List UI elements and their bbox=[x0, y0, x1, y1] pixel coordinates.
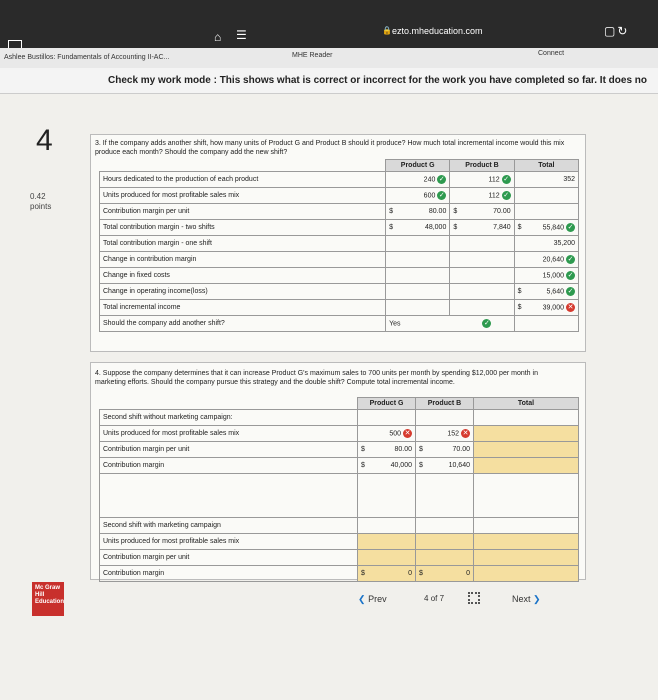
answer-select[interactable] bbox=[386, 316, 515, 332]
value-cell[interactable]: 15,000 ✓ bbox=[527, 268, 578, 284]
currency-sign bbox=[450, 300, 463, 316]
currency-sign bbox=[358, 550, 370, 566]
row-label: Units produced for most profitable sales mix bbox=[100, 534, 358, 550]
browser-chrome bbox=[0, 0, 658, 78]
empty-cell bbox=[474, 474, 579, 518]
currency-sign bbox=[450, 252, 463, 268]
empty-cell bbox=[474, 518, 579, 534]
total-input[interactable] bbox=[474, 534, 579, 550]
currency-sign bbox=[514, 252, 527, 268]
page-indicator bbox=[424, 594, 444, 603]
tab-connect[interactable]: Connect bbox=[538, 50, 565, 57]
header-product-b: Product B bbox=[416, 398, 474, 410]
grid-icon[interactable] bbox=[468, 592, 480, 604]
value-cell[interactable] bbox=[399, 252, 450, 268]
currency-sign bbox=[450, 236, 463, 252]
empty-cell bbox=[100, 474, 358, 518]
part3-table bbox=[99, 159, 579, 332]
currency-sign bbox=[514, 188, 527, 204]
row-label: Change in fixed costs bbox=[100, 268, 386, 284]
row-label: Contribution margin bbox=[100, 566, 358, 582]
section-title: Second shift with marketing campaign bbox=[100, 518, 358, 534]
value-cell[interactable] bbox=[527, 204, 578, 220]
value-cell[interactable]: 240 ✓ bbox=[399, 172, 450, 188]
currency-sign: $ bbox=[416, 458, 428, 474]
section-title: Second shift without marketing campaign: bbox=[100, 410, 358, 426]
table-row bbox=[100, 236, 579, 252]
value-cell[interactable]: 70.00 bbox=[463, 204, 514, 220]
currency-sign: $ bbox=[386, 220, 399, 236]
currency-sign bbox=[514, 236, 527, 252]
value-cell[interactable]: 10,640 bbox=[428, 458, 474, 474]
currency-sign: $ bbox=[514, 220, 527, 236]
row-label: Contribution margin per unit bbox=[100, 550, 358, 566]
table-row bbox=[100, 284, 579, 300]
value-cell[interactable] bbox=[463, 268, 514, 284]
footer-nav bbox=[0, 586, 658, 620]
currency-sign: $ bbox=[514, 300, 527, 316]
correct-check-icon: ✓ bbox=[503, 192, 510, 199]
page-current: 4 bbox=[424, 594, 429, 603]
value-cell[interactable] bbox=[370, 534, 416, 550]
header-product-g: Product G bbox=[358, 398, 416, 410]
value-cell[interactable] bbox=[428, 550, 474, 566]
chevron-right-icon: ❯ bbox=[533, 594, 541, 604]
correct-check-icon: ✓ bbox=[438, 192, 445, 199]
url-bar[interactable]: ezto.mheducation.com bbox=[392, 26, 483, 36]
row-label: Change in contribution margin bbox=[100, 252, 386, 268]
value-cell[interactable] bbox=[463, 236, 514, 252]
header-product-b: Product B bbox=[450, 160, 514, 172]
part3-panel bbox=[90, 134, 586, 352]
value-cell[interactable]: 352 bbox=[527, 172, 578, 188]
row-label: Total contribution margin - two shifts bbox=[100, 220, 386, 236]
final-question-row bbox=[100, 316, 579, 332]
section-title-row bbox=[100, 410, 579, 426]
total-input[interactable] bbox=[474, 458, 579, 474]
part3-prompt: 3. If the company adds another shift, how many units of Product G and Product B should it produce? How much total incremental income would this mix produce each month? Should the company add the new shift? bbox=[95, 140, 565, 156]
empty-cell bbox=[358, 410, 416, 426]
table-row bbox=[100, 172, 579, 188]
value-cell[interactable]: 112 ✓ bbox=[463, 172, 514, 188]
currency-sign: $ bbox=[450, 204, 463, 220]
empty-cell bbox=[416, 518, 474, 534]
value-cell[interactable] bbox=[463, 284, 514, 300]
currency-sign bbox=[416, 426, 428, 442]
value-cell[interactable]: 40,000 bbox=[370, 458, 416, 474]
currency-sign bbox=[514, 204, 527, 220]
correct-check-icon: ✓ bbox=[567, 224, 574, 231]
table-row bbox=[100, 534, 579, 550]
banner-text: Check my work mode : This shows what is correct or incorrect for the work you have completed so far. It does no bbox=[108, 75, 648, 86]
row-label: Hours dedicated to the production of each product bbox=[100, 172, 386, 188]
empty-cell bbox=[514, 316, 578, 332]
value-cell[interactable] bbox=[399, 236, 450, 252]
part4-prompt: 4. Suppose the company determines that it can increase Product G's maximum sales to 700 units per month by spending $12,000 per month in marketing efforts. Should the company pursue this strategy and the double shift? Compute total incremental income. bbox=[95, 370, 538, 386]
currency-sign bbox=[450, 188, 463, 204]
next-button[interactable] bbox=[512, 594, 541, 605]
currency-sign: $ bbox=[358, 458, 370, 474]
currency-sign bbox=[386, 300, 399, 316]
currency-sign: $ bbox=[358, 442, 370, 458]
value-cell[interactable]: 20,640 ✓ bbox=[527, 252, 578, 268]
table-row bbox=[100, 566, 579, 582]
value-cell[interactable]: 500 ✕ bbox=[370, 426, 416, 442]
prev-button[interactable] bbox=[358, 594, 387, 605]
currency-sign: $ bbox=[358, 566, 370, 582]
value-cell[interactable] bbox=[370, 550, 416, 566]
table-row bbox=[100, 442, 579, 458]
value-cell[interactable]: 48,000 bbox=[399, 220, 450, 236]
answer-value: Yes bbox=[389, 320, 401, 328]
incorrect-x-icon: ✕ bbox=[462, 430, 469, 437]
correct-check-icon: ✓ bbox=[484, 320, 490, 327]
table-row bbox=[100, 252, 579, 268]
value-cell[interactable]: 80.00 bbox=[399, 204, 450, 220]
currency-sign bbox=[386, 188, 399, 204]
currency-sign bbox=[450, 172, 463, 188]
correct-check-icon: ✓ bbox=[503, 176, 510, 183]
total-input[interactable] bbox=[474, 442, 579, 458]
currency-sign: $ bbox=[416, 442, 428, 458]
value-cell[interactable] bbox=[428, 534, 474, 550]
value-cell[interactable]: 600 ✓ bbox=[399, 188, 450, 204]
currency-sign bbox=[450, 284, 463, 300]
currency-sign: $ bbox=[416, 566, 428, 582]
table-row bbox=[100, 426, 579, 442]
value-cell[interactable] bbox=[399, 284, 450, 300]
currency-sign bbox=[416, 534, 428, 550]
row-label: Units produced for most profitable sales mix bbox=[100, 426, 358, 442]
currency-sign bbox=[386, 284, 399, 300]
empty-cell bbox=[474, 410, 579, 426]
currency-sign bbox=[386, 172, 399, 188]
tab-reader[interactable]: MHE Reader bbox=[292, 52, 333, 59]
table-row bbox=[100, 220, 579, 236]
spacer-row bbox=[100, 474, 579, 518]
table-row bbox=[100, 458, 579, 474]
header-product-g: Product G bbox=[386, 160, 450, 172]
total-input[interactable] bbox=[474, 426, 579, 442]
table-row bbox=[100, 300, 579, 316]
table-row bbox=[100, 268, 579, 284]
value-cell[interactable]: 55,840 ✓ bbox=[527, 220, 578, 236]
row-label: Contribution margin bbox=[100, 458, 358, 474]
value-cell[interactable]: 35,200 bbox=[527, 236, 578, 252]
correct-check-icon: ✓ bbox=[567, 256, 574, 263]
currency-sign bbox=[514, 268, 527, 284]
value-cell[interactable] bbox=[399, 300, 450, 316]
value-cell[interactable] bbox=[463, 300, 514, 316]
row-label: Change in operating income(loss) bbox=[100, 284, 386, 300]
correct-check-icon: ✓ bbox=[567, 272, 574, 279]
part4-table bbox=[99, 397, 579, 582]
home-icon[interactable]: ⌂ bbox=[214, 30, 222, 44]
part4-panel bbox=[90, 362, 586, 580]
menu-icon[interactable]: ☰ bbox=[236, 28, 247, 42]
chevron-left-icon: ❮ bbox=[358, 594, 366, 604]
table-row bbox=[100, 188, 579, 204]
check-my-work-banner bbox=[0, 68, 658, 94]
row-label: Contribution margin per unit bbox=[100, 204, 386, 220]
currency-sign bbox=[386, 252, 399, 268]
correct-check-icon: ✓ bbox=[438, 176, 445, 183]
value-cell[interactable]: 152 ✕ bbox=[428, 426, 474, 442]
page-of: of bbox=[430, 594, 438, 603]
empty-cell bbox=[358, 474, 416, 518]
incorrect-x-icon: ✕ bbox=[404, 430, 411, 437]
table-row bbox=[100, 204, 579, 220]
value-cell[interactable]: 5,640 ✓ bbox=[527, 284, 578, 300]
header-total: Total bbox=[514, 160, 578, 172]
empty-cell bbox=[358, 518, 416, 534]
page-total: 7 bbox=[439, 594, 445, 603]
table-row bbox=[100, 550, 579, 566]
lock-icon: 🔒 bbox=[382, 26, 392, 35]
points-value: 0.42 bbox=[30, 192, 46, 201]
value-cell[interactable]: 112 ✓ bbox=[463, 188, 514, 204]
value-cell[interactable]: 70.00 bbox=[428, 442, 474, 458]
currency-sign: $ bbox=[386, 204, 399, 220]
currency-sign: $ bbox=[450, 220, 463, 236]
currency-sign bbox=[358, 534, 370, 550]
mcgraw-hill-logo: Mc Graw Hill Education bbox=[32, 582, 64, 616]
row-label: Should the company add another shift? bbox=[100, 316, 386, 332]
currency-sign bbox=[386, 268, 399, 284]
section-title-row bbox=[100, 518, 579, 534]
value-cell[interactable]: 39,000 ✕ bbox=[527, 300, 578, 316]
currency-sign bbox=[386, 236, 399, 252]
empty-cell bbox=[416, 474, 474, 518]
row-label: Total contribution margin - one shift bbox=[100, 236, 386, 252]
tab-strip bbox=[0, 48, 658, 68]
currency-sign bbox=[358, 426, 370, 442]
points-info bbox=[30, 192, 51, 212]
incorrect-x-icon: ✕ bbox=[567, 304, 574, 311]
value-cell[interactable]: 80.00 bbox=[370, 442, 416, 458]
row-label: Units produced for most profitable sales mix bbox=[100, 188, 386, 204]
tab-course[interactable]: Ashlee Bustillos: Fundamentals of Accounting II-AC... bbox=[4, 54, 170, 61]
points-label: points bbox=[30, 202, 52, 211]
value-cell[interactable] bbox=[527, 188, 578, 204]
value-cell[interactable]: 0 bbox=[428, 566, 474, 582]
currency-sign bbox=[450, 268, 463, 284]
currency-sign: $ bbox=[514, 284, 527, 300]
value-cell[interactable]: 0 bbox=[370, 566, 416, 582]
empty-cell bbox=[416, 410, 474, 426]
prev-label: Prev bbox=[368, 594, 387, 604]
row-label: Total incremental income bbox=[100, 300, 386, 316]
total-input[interactable] bbox=[474, 566, 579, 582]
value-cell[interactable]: 7,840 bbox=[463, 220, 514, 236]
row-label: Contribution margin per unit bbox=[100, 442, 358, 458]
currency-sign bbox=[416, 550, 428, 566]
total-input[interactable] bbox=[474, 550, 579, 566]
question-page bbox=[0, 94, 658, 700]
tabs-icon[interactable]: ▢↻ bbox=[604, 24, 630, 38]
value-cell[interactable] bbox=[463, 252, 514, 268]
value-cell[interactable] bbox=[399, 268, 450, 284]
question-number: 4 bbox=[36, 124, 53, 157]
next-label: Next bbox=[512, 594, 531, 604]
header-total: Total bbox=[474, 398, 579, 410]
correct-check-icon: ✓ bbox=[567, 288, 574, 295]
currency-sign bbox=[514, 172, 527, 188]
